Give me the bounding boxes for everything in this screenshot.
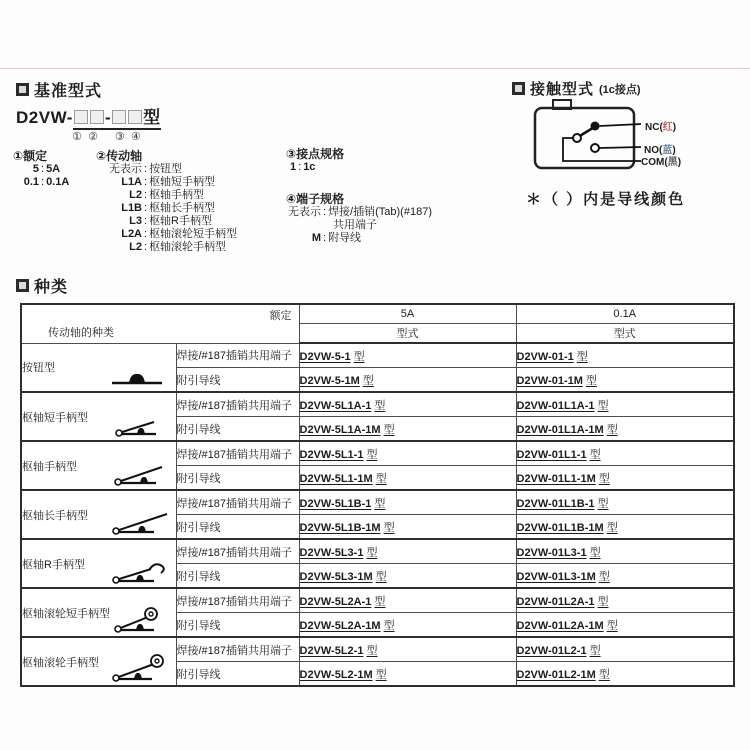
nc-terminal-label: NC(红) — [645, 122, 677, 133]
model-cell: D2VW-5L3-1M 型 — [299, 564, 516, 589]
table-row — [21, 637, 734, 662]
digit-position-markers — [72, 130, 141, 143]
terminal-kind-cell: 焊接/#187插销共用端子 — [176, 588, 299, 613]
model-cell: D2VW-01L1A-1M 型 — [516, 417, 734, 442]
types-table — [20, 303, 735, 687]
model-prefix: D2VW- — [16, 108, 73, 127]
terminal-kind-cell: 附引导线 — [176, 613, 299, 638]
model-cell: D2VW-5L1B-1M 型 — [299, 515, 516, 540]
header-corner-cell — [21, 304, 299, 343]
com-terminal-label: COM(黑) — [641, 157, 682, 168]
header-actuator-kind-label: 传动轴的种类 — [48, 326, 114, 339]
list-item: L2 : 枢轴手柄型 — [129, 189, 205, 201]
model-code-template — [16, 103, 161, 128]
model-cell: D2VW-5L2-1 型 — [299, 637, 516, 662]
section-title-text: 基准型式 — [34, 83, 103, 100]
digit-marker-2: ② — [87, 131, 98, 143]
list-item: L3 : 枢轴R手柄型 — [129, 215, 213, 227]
actuator-type-label: 枢轴短手柄型 — [22, 411, 88, 424]
table-header-row — [21, 304, 734, 324]
list-item: L1B : 枢轴长手柄型 — [121, 202, 216, 214]
actuator-column-title: ②传动轴 — [96, 149, 143, 163]
section-title-text: 种类 — [34, 279, 69, 296]
model-digit-box-1 — [74, 110, 88, 124]
table-row — [21, 441, 734, 466]
actuator-type-cell — [21, 637, 176, 686]
terminal-kind-cell: 附引导线 — [176, 417, 299, 442]
roller-lever-icon — [104, 653, 170, 683]
model-cell: D2VW-01L2-1M 型 — [516, 662, 734, 687]
section-subtitle-text: (1c接点) — [599, 83, 641, 96]
section-title-basic-form — [16, 78, 102, 101]
list-item: 5 : 5A — [32, 163, 61, 175]
model-cell: D2VW-01L2A-1 型 — [516, 588, 734, 613]
list-item: L2A : 枢轴滚轮短手柄型 — [121, 228, 238, 240]
wire-color-note: ＊（ ）内是导线颜色 — [526, 191, 686, 208]
model-suffix: 型 — [143, 108, 161, 127]
terminal-kind-cell: 焊接/#187插销共用端子 — [176, 392, 299, 417]
model-cell: D2VW-5L3-1 型 — [299, 539, 516, 564]
terminal-kind-cell: 附引导线 — [176, 368, 299, 393]
model-cell: D2VW-01L1-1 型 — [516, 441, 734, 466]
model-cell: D2VW-01L1B-1 型 — [516, 490, 734, 515]
actuator-type-label: 枢轴滚轮短手柄型 — [22, 607, 110, 620]
digit-marker-1: ① — [72, 131, 82, 143]
model-cell: D2VW-01L1-1M 型 — [516, 466, 734, 491]
square-bullet-icon — [512, 82, 525, 95]
terminal-kind-cell: 附引导线 — [176, 466, 299, 491]
model-cell: D2VW-01-1 型 — [516, 343, 734, 368]
model-cell: D2VW-5L2-1M 型 — [299, 662, 516, 687]
table-row — [21, 343, 734, 368]
model-cell: D2VW-5L1A-1M 型 — [299, 417, 516, 442]
model-cell: D2VW-01L1A-1 型 — [516, 392, 734, 417]
rated-option-list — [13, 163, 69, 189]
list-item: 无表示 : 焊接/插销(Tab)(#187) — [288, 206, 432, 218]
section-title-text: 接触型式 — [530, 81, 595, 98]
roller-short-lever-icon — [104, 604, 170, 634]
hinge-lever-icon — [104, 461, 170, 487]
terminal-kind-cell: 附引导线 — [176, 662, 299, 687]
list-item: 0.1 : 0.1A — [23, 176, 70, 188]
terminal-kind-cell: 焊接/#187插销共用端子 — [176, 343, 299, 368]
list-item: 共用端子 — [333, 219, 377, 231]
actuator-type-cell — [21, 441, 176, 490]
pin-plunger-icon — [104, 363, 170, 389]
model-cell: D2VW-5-1M 型 — [299, 368, 516, 393]
model-cell: D2VW-5L2A-1 型 — [299, 588, 516, 613]
no-terminal-label: NO(蓝) — [644, 145, 676, 156]
terminal-kind-cell: 焊接/#187插销共用端子 — [176, 637, 299, 662]
scan-artifact-line — [0, 68, 750, 69]
no-wire-line — [600, 147, 642, 148]
model-cell: D2VW-5L1B-1 型 — [299, 490, 516, 515]
header-model-01a: 型式 — [516, 324, 734, 344]
no-contact-circle — [591, 144, 599, 152]
model-digit-box-4 — [128, 110, 142, 124]
digit-marker-3: ③ — [114, 131, 125, 143]
terminal-spec-title: ④端子规格 — [286, 192, 345, 206]
model-cell: D2VW-5L1-1M 型 — [299, 466, 516, 491]
list-item: L1A : 枢轴短手柄型 — [121, 176, 216, 188]
header-rated-label: 额定 — [269, 310, 292, 322]
model-cell: D2VW-5L1-1 型 — [299, 441, 516, 466]
actuator-type-cell — [21, 490, 176, 539]
list-item: L2 : 枢轴滚轮手柄型 — [129, 241, 227, 253]
terminal-kind-cell: 焊接/#187插销共用端子 — [176, 441, 299, 466]
model-cell: D2VW-01L3-1M 型 — [516, 564, 734, 589]
header-01a: 0.1A — [516, 304, 734, 324]
table-row — [21, 490, 734, 515]
contact-circuit-diagram — [528, 96, 648, 178]
terminal-spec-list — [287, 206, 432, 245]
simulated-roller-lever-icon — [104, 559, 170, 585]
common-contact-circle — [573, 134, 581, 142]
terminal-kind-cell: 焊接/#187插销共用端子 — [176, 539, 299, 564]
actuator-type-label: 枢轴长手柄型 — [22, 509, 88, 522]
contact-spec-title: ③接点规格 — [286, 147, 345, 161]
actuator-type-label: 枢轴滚轮手柄型 — [22, 656, 99, 669]
model-cell: D2VW-01L3-1 型 — [516, 539, 734, 564]
header-5a: 5A — [299, 304, 516, 324]
list-item: M : 附导线 — [311, 232, 362, 244]
digit-marker-4: ④ — [130, 131, 141, 143]
table-row — [21, 539, 734, 564]
actuator-type-cell — [21, 343, 176, 392]
wire-color-word: 蓝 — [662, 145, 673, 156]
actuator-type-cell — [21, 539, 176, 588]
model-separator: - — [104, 108, 112, 127]
actuator-option-list — [96, 163, 237, 254]
model-digit-box-2 — [90, 110, 104, 124]
square-bullet-icon — [16, 83, 29, 96]
square-bullet-icon — [16, 279, 29, 292]
model-cell: D2VW-01L2-1 型 — [516, 637, 734, 662]
terminal-kind-cell: 焊接/#187插销共用端子 — [176, 490, 299, 515]
header-model-5a: 型式 — [299, 324, 516, 344]
terminal-kind-cell: 附引导线 — [176, 515, 299, 540]
hinge-short-lever-icon — [104, 412, 170, 438]
model-cell: D2VW-5L1A-1 型 — [299, 392, 516, 417]
model-cell: D2VW-01L1B-1M 型 — [516, 515, 734, 540]
rated-column-title: ①额定 — [13, 149, 48, 163]
section-title-types — [16, 274, 68, 297]
actuator-type-cell — [21, 588, 176, 637]
actuator-type-cell — [21, 392, 176, 441]
wire-color-word: 黑 — [667, 157, 678, 168]
table-row — [21, 392, 734, 417]
table-row — [21, 588, 734, 613]
actuator-type-label: 按钮型 — [22, 362, 55, 375]
model-cell: D2VW-5L2A-1M 型 — [299, 613, 516, 638]
wire-color-word: 红 — [662, 122, 673, 133]
model-cell: D2VW-01L2A-1M 型 — [516, 613, 734, 638]
list-item: 无表示 : 按钮型 — [109, 163, 183, 175]
contact-spec-list — [290, 161, 315, 174]
model-cell: D2VW-01-1M 型 — [516, 368, 734, 393]
model-digit-box-3 — [112, 110, 126, 124]
actuator-type-label: 枢轴手柄型 — [22, 460, 77, 473]
terminal-kind-cell: 附引导线 — [176, 564, 299, 589]
list-item: 1 : 1c — [290, 161, 316, 173]
switch-lever-line — [581, 129, 593, 136]
actuator-type-label: 枢轴R手柄型 — [22, 558, 85, 571]
hinge-long-lever-icon — [104, 510, 170, 536]
model-cell: D2VW-5-1 型 — [299, 343, 516, 368]
